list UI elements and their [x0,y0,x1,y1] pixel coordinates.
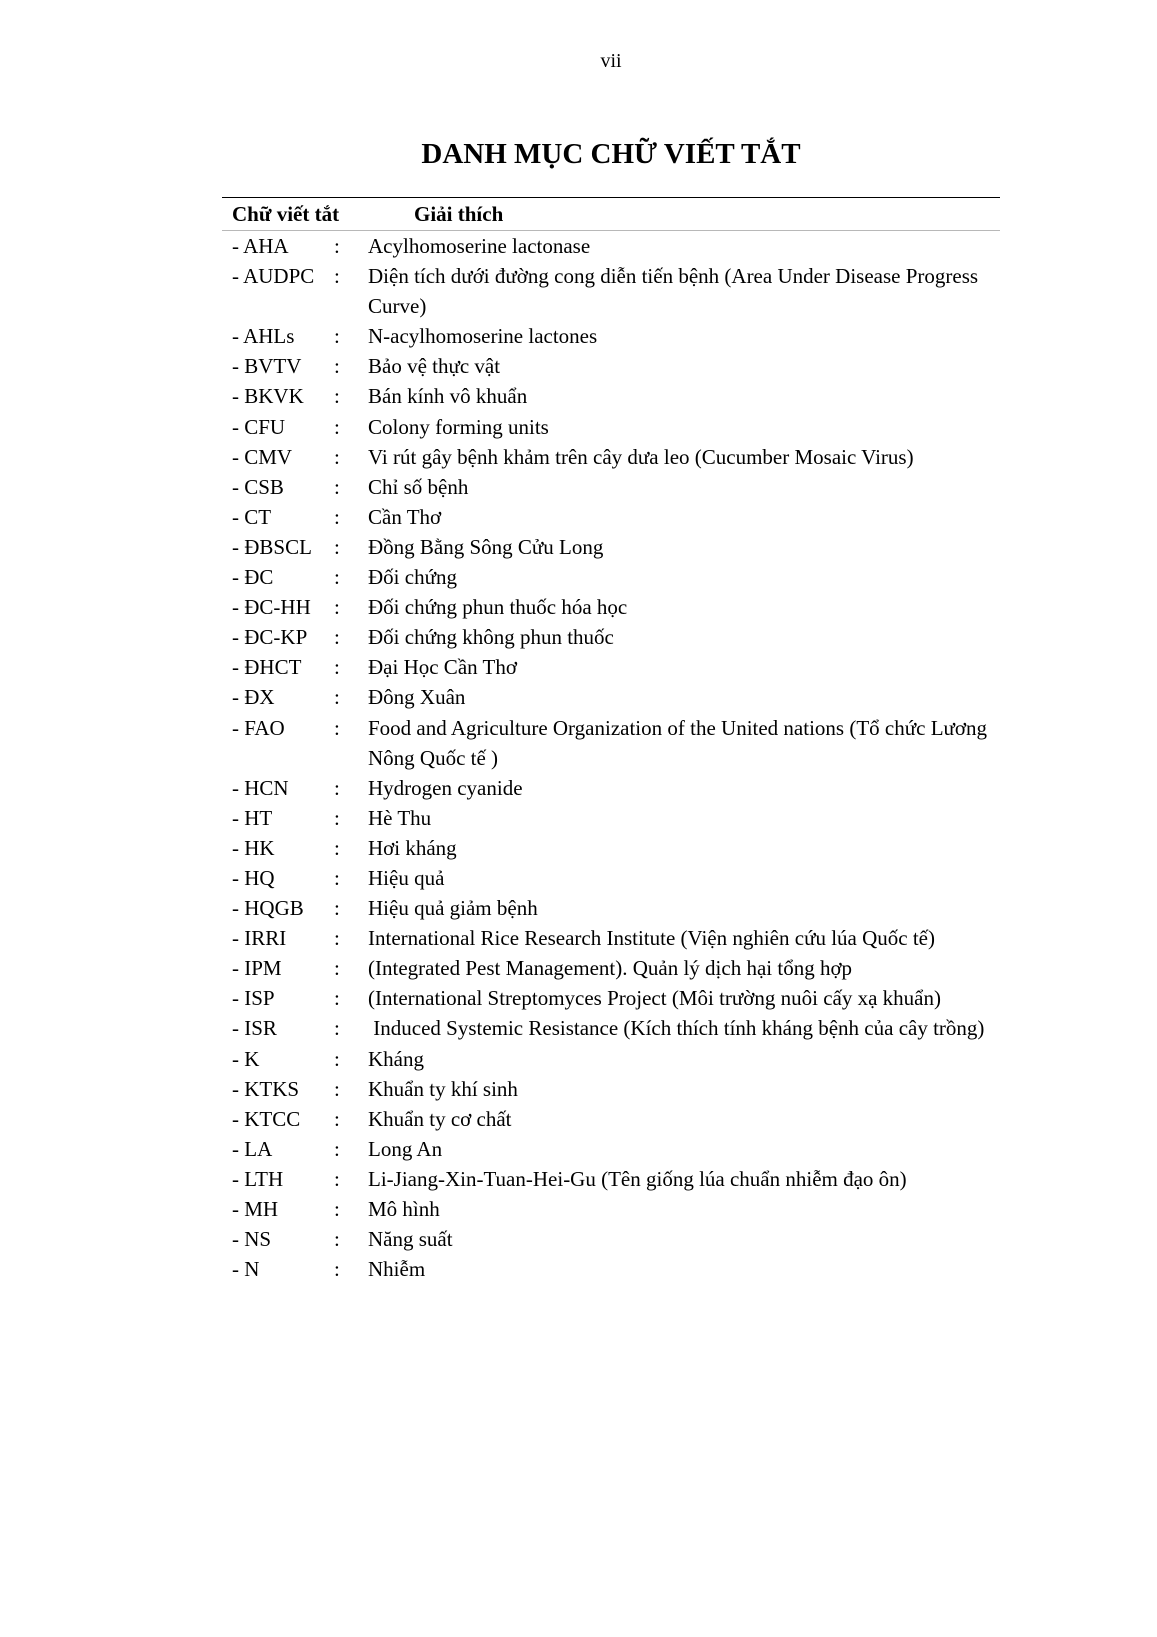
explanation-cell: Năng suất [368,1227,453,1252]
explanation-cell: Chỉ số bệnh [368,474,469,499]
explanation-cell: Li-Jiang-Xin-Tuan-Hei-Gu (Tên giống lúa chuẩn nhiễm đạo ôn) [368,1166,907,1191]
explanation-cell: Đồng Bằng Sông Cửu Long [368,534,604,559]
explanation-cell: Bán kính vô khuẩn [368,384,528,409]
separator-colon: : [334,324,340,349]
abbreviation-cell: - ISR [232,1016,277,1041]
table-row [222,442,1000,472]
table-row [222,1074,1000,1104]
abbreviation-cell: - FAO [232,715,285,740]
separator-colon: : [334,414,340,439]
table-row [222,1254,1000,1284]
explanation-cell: Cần Thơ [368,504,442,529]
abbreviation-cell: - AHLs [232,324,295,349]
table-row [222,1164,1000,1194]
page-title: DANH MỤC CHỮ VIẾT TẮT [421,138,801,170]
table-row [222,773,1000,803]
separator-colon: : [334,625,340,650]
table-row [222,983,1000,1013]
abbreviation-cell: - ĐBSCL [232,534,312,559]
table-row [222,532,1000,562]
table-row [222,562,1000,592]
table-row [222,833,1000,863]
separator-colon: : [334,1106,340,1131]
page-number: vii [600,50,622,72]
abbreviation-cell: - NS [232,1227,272,1252]
explanation-cell: Đông Xuân [368,685,466,710]
explanation-cell: Hơi kháng [368,835,457,860]
separator-colon: : [334,1046,340,1071]
explanation-cell: Bảo vệ thực vật [368,354,501,379]
abbreviation-cell: - HT [232,805,273,830]
explanation-cell: Induced Systemic Resistance (Kích thích tính kháng bệnh của cây trồng) [368,1016,985,1041]
separator-colon: : [334,1136,340,1161]
table-row [222,1044,1000,1074]
separator-colon: : [334,986,340,1011]
abbreviation-cell: - AUDPC [232,264,315,289]
separator-colon: : [334,805,340,830]
separator-colon: : [334,685,340,710]
separator-colon: : [334,926,340,951]
separator-colon: : [334,715,340,740]
explanation-cell: Đối chứng [368,565,457,590]
abbreviation-cell: - K [232,1046,260,1071]
abbreviation-cell: - CMV [232,444,293,469]
table-row [222,923,1000,953]
abbreviation-cell: - BKVK [232,384,304,409]
table-row [222,953,1000,983]
explanation-cell: Hydrogen cyanide [368,775,523,800]
abbreviation-cell: - IPM [232,956,282,981]
abbreviation-cell: - MH [232,1197,279,1221]
separator-colon: : [334,655,340,680]
header-abbreviation: Chữ viết tắt [232,201,340,226]
table-row [222,502,1000,532]
abbreviation-cell: - ĐC-KP [232,625,308,650]
separator-colon: : [334,1166,340,1191]
separator-colon: : [334,775,340,800]
abbreviation-cell: - HQ [232,865,275,890]
abbreviation-cell: - ĐHCT [232,655,302,680]
separator-colon: : [334,354,340,379]
separator-colon: : [334,1197,340,1221]
table-row [222,321,1000,351]
table-row [222,1013,1000,1043]
abbreviation-cell: - KTKS [232,1076,300,1101]
separator-colon: : [334,264,340,289]
explanation-cell: Diện tích dưới đường cong diễn tiến bệnh (Area Under Disease Progress Curve) [368,264,984,319]
separator-colon: : [334,1257,340,1282]
explanation-cell: (Integrated Pest Management). Quản lý dịch hại tổng hợp [368,956,853,981]
table-body [222,231,1000,1284]
table-row [222,261,1000,321]
table-row [222,1194,1000,1224]
abbreviation-cell: - ĐC [232,565,274,590]
abbreviation-cell: - LTH [232,1166,284,1191]
table-row [222,592,1000,622]
abbreviation-cell: - AHA [232,234,289,258]
separator-colon: : [334,504,340,529]
abbreviation-cell: - HK [232,835,275,860]
separator-colon: : [334,835,340,860]
separator-colon: : [334,444,340,469]
header-explanation: Giải thích [414,201,504,226]
explanation-cell: Đối chứng phun thuốc hóa học [368,595,628,620]
table-row [222,381,1000,411]
abbreviation-cell: - IRRI [232,926,287,951]
abbreviation-cell: - HCN [232,775,289,800]
separator-colon: : [334,865,340,890]
abbreviation-cell: - CT [232,504,272,529]
table-header-row [222,198,1000,230]
explanation-cell: International Rice Research Institute (Viện nghiên cứu lúa Quốc tế) [368,926,935,951]
explanation-cell: N-acylhomoserine lactones [368,324,598,349]
explanation-cell: Khuẩn ty cơ chất [368,1106,512,1131]
abbreviation-cell: - HQGB [232,896,304,921]
separator-colon: : [334,474,340,499]
table-row [222,1224,1000,1254]
abbreviation-cell: - KTCC [232,1106,301,1131]
table-row [222,1134,1000,1164]
abbreviation-table [222,197,1000,1284]
table-row [222,231,1000,261]
separator-colon: : [334,234,340,258]
explanation-cell: Acylhomoserine lactonase [368,234,591,258]
explanation-cell: Hiệu quả giảm bệnh [368,896,538,921]
table-row [222,652,1000,682]
table-row [222,863,1000,893]
explanation-cell: Colony forming units [368,414,549,439]
separator-colon: : [334,595,340,620]
separator-colon: : [334,1076,340,1101]
abbreviation-cell: - LA [232,1136,273,1161]
explanation-cell: (International Streptomyces Project (Môi trường nuôi cấy xạ khuẩn) [368,986,941,1011]
separator-colon: : [334,384,340,409]
explanation-cell: Long An [368,1136,443,1161]
table-row [222,472,1000,502]
explanation-cell: Đại Học Cần Thơ [368,655,517,680]
table-row [222,351,1000,381]
separator-colon: : [334,956,340,981]
explanation-cell: Kháng [368,1046,424,1071]
separator-colon: : [334,1227,340,1252]
abbreviation-cell: - CSB [232,474,284,499]
abbreviation-cell: - ĐX [232,685,275,710]
abbreviation-cell: - ISP [232,986,275,1011]
table-row [222,713,1000,773]
explanation-cell: Hè Thu [368,805,432,830]
table-row [222,412,1000,442]
explanation-cell: Hiệu quả [368,865,445,890]
abbreviation-cell: - CFU [232,414,286,439]
explanation-cell: Khuẩn ty khí sinh [368,1076,518,1101]
table-row [222,682,1000,712]
explanation-cell: Vi rút gây bệnh khảm trên cây dưa leo (Cucumber Mosaic Virus) [368,444,914,469]
separator-colon: : [334,565,340,590]
explanation-cell: Food and Agriculture Organization of the United nations (Tổ chức Lương Nông Quốc tế ) [368,715,993,770]
explanation-cell: Đối chứng không phun thuốc [368,625,614,650]
abbreviation-cell: - N [232,1257,260,1282]
abbreviation-cell: - ĐC-HH [232,595,311,620]
table-row [222,1104,1000,1134]
abbreviation-cell: - BVTV [232,354,302,379]
explanation-cell: Mô hình [368,1197,440,1221]
separator-colon: : [334,896,340,921]
table-row [222,893,1000,923]
table-row [222,803,1000,833]
separator-colon: : [334,1016,340,1041]
table-row [222,622,1000,652]
separator-colon: : [334,534,340,559]
explanation-cell: Nhiễm [368,1257,426,1282]
